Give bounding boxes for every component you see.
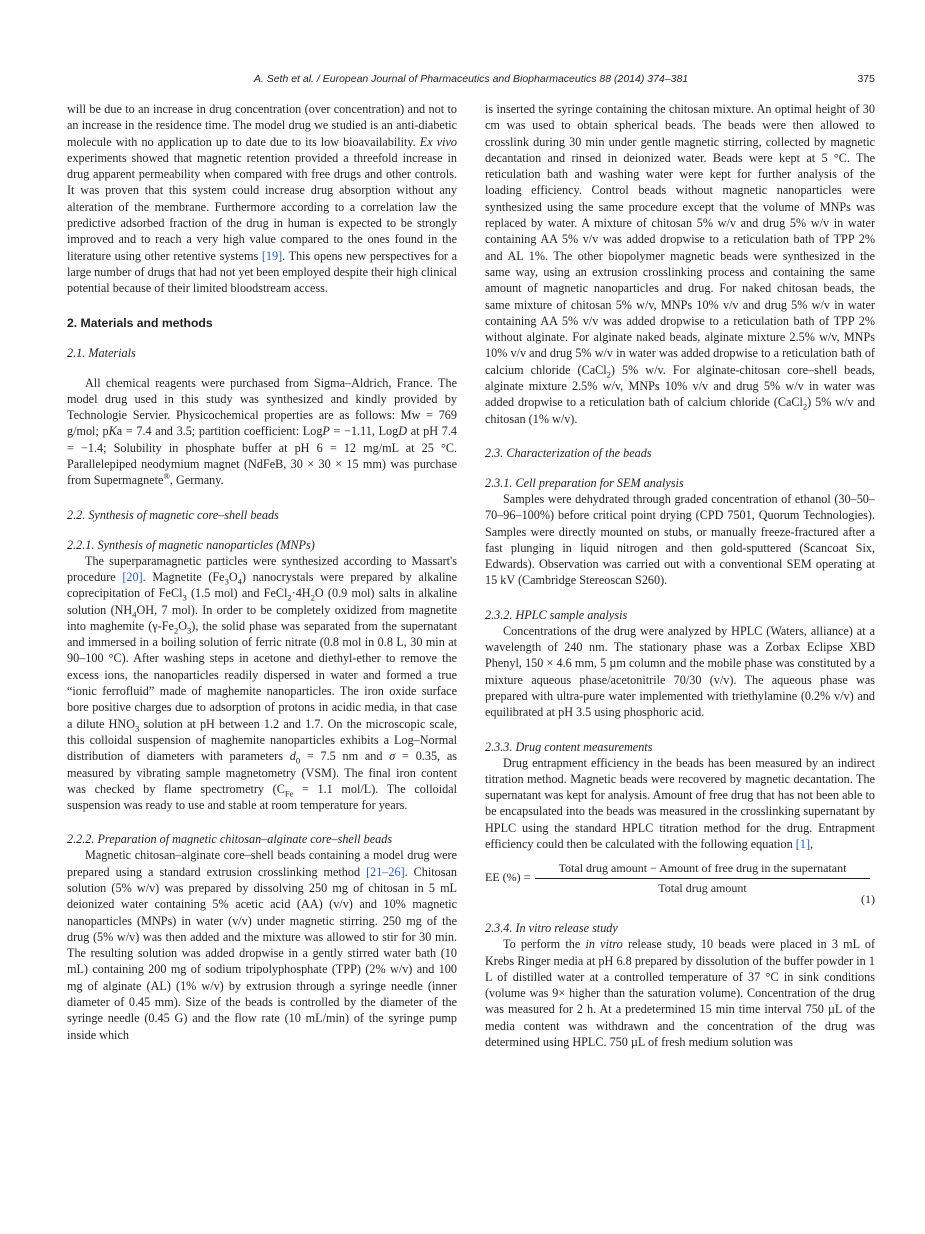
mnp-paragraph: The superparamagnetic particles were synthesized according to Massart's procedure [20]. Magnetite $(Fe_3O_4)$ nanocrystals were prepared by alkaline coprecipitation of FeCl$_3$ (1.5 mol) and $FeCl_2\cdot 4H_2O$ (0.9 mol) salts in alkaline solution ($NH_4OH$, 7 mol). In order to be completely oxidized from magnetite into maghemite $(\gamma-Fe_2O_3)$, the solid phase was separated from the supernatant and immersed in a boiling solution of ferric nitrate (0.8 mol in 0.8 L, 30 min at 90–100 °C). After washing steps in acetone and diethyl-ether to remove the excess ions, the nanoparticles readily dispersed in water and formed a true “ionic ferrofluid” made of maghemite nanoparticles. The iron oxide surface bore positive charges due to adsorption of protons in acidic media, in that case a dilute $HNO_3$ solution at pH between 1.2 and 1.7. On the microscopic scale, this colloidal suspension of maghemite nanoparticles exhibits a Log–Normal distribution of diameters with parameters $d_0 = 7.5$ nm and σ = 0.35, as measured by vibrating sample magnetometry (VSM). The final iron content was checked by flame spectrometry ($C_{Fe} = 1.1$ mol/L). The colloidal suspension was ready to use and stable at room temperature for years. [67, 553, 458, 813]
intro-paragraph: will be due to an increase in drug concentration (over concentration) and not to an increase in the residence time. The model drug we studied is an anti-diabetic molecule with no application up to date due to its low bioavailability. Ex vivo experiments showed that magnetic retention provided a threefold increase in drug apparent permeability when compared with free drugs and other controls. It was proven that this system could increase drug absorption without any alteration of the membrane. Furthermore according to a correlation law the predictive adsorbed fraction of the drug in human is expected to be strongly improved and to reach a very high value compared to the ones found in the literature using other retentive systems [19]. This opens new perspectives for a large number of drugs that had not yet been employed despite their high clinical potential because of their limited bloodstream access. [67, 102, 458, 296]
subsubsection-heading-release: 2.3.4. In vitro release study [485, 921, 618, 936]
section-heading-materials-methods: 2. Materials and methods [67, 315, 213, 330]
citation-link[interactable]: [20] [122, 569, 143, 584]
materials-paragraph: All chemical reagents were purchased from Sigma–Aldrich, France. The model drug used in this study was synthesized and kindly provided by Technologie Servier. Physicochemical properties are as follows: Mw = 769 g/mol; pKa = 7.4 and 3.5; partition coefficient: LogP = −1.11, LogD at pH 7.4 = −1.4; Solubility in phosphate buffer at pH 6 = 12 mg/mL at 25 °C. Parallelepiped neodymium magnet (NdFeB, 30 × 30 × 15 mm) was purchase from Supermagnete®, Germany. [67, 375, 457, 488]
preparation-paragraph: Magnetic chitosan–alginate core–shell beads containing a model drug were prepared using a standard extrusion crosslinking method [21–26]. Chitosan solution (5% w/v) was prepared by dissolving 250 mg of chitosan in 5 mL deionized water containing 5% acetic acid (AA) (v/v) and 10% magnetic nanoparticles (MNPs) in water (v/v) under magnetic stirring. 250 mg of the drug (5% w/v) was then added and the mixture was allowed to stir for 30 min. The resulting solution was added dropwise in a gently stirred water bath (10 mL) containing 200 mg of sodium tripolyphosphate (TPP) (2% w/v) and 100 mg of alginate (AL) (1% w/v) by extrusion through a syringe needle (inner diameter of 0.45 mm). Size of the beads is controlled by the diameter of the syringe needle (0.45 G) and the flow rate (10 mL/min) of the syringe pump inside which [67, 848, 458, 1042]
running-header [67, 73, 875, 89]
equation-lhs: EE (%) = [485, 870, 531, 885]
equation-numerator: Total drug amount − Amount of free drug in the supernatant [535, 860, 870, 878]
page-number: 375 [857, 73, 875, 85]
subsubsection-heading-drug-content: 2.3.3. Drug content measurements [485, 739, 653, 754]
hplc-paragraph: Concentrations of the drug were analyzed by HPLC (Waters, alliance) at a wavelength of 240 nm. The stationary phase was a Zorbax Eclipse XBD Phenyl, 150 × 4.6 mm, 5 µm column and the mobile phase was constituted by a mixture aqueous phase/acetonitrile 70/30 (v/v). The aqueous phase was prepared with ultra-pure water implemented with triethylamine (0.2% v/v) and equilibrated at pH 3.5 using phosphoric acid. [485, 623, 875, 720]
left-column [67, 101, 457, 1043]
sem-paragraph: Samples were dehydrated through graded concentration of ethanol (30–50–70–96–100%) before critical point drying (CPD 7501, Quorum Technologies). Samples were directly mounted on stubs, or manually freeze-fractured after a fast plunging in liquid nitrogen and then gold-sputtered (Scancoat Six, Edwards). Observation was carried out with a conventional SEM operating at 15 kV (Cambridge Stereoscan S260). [485, 491, 875, 588]
release-paragraph: To perform the in vitro release study, 10 beads were placed in 3 mL of Krebs Ringer media at pH 6.8 prepared by dissolution of the buffer powder in 1 L of distilled water at a controlled temperature of 37 °C in sink conditions (volume was 9× higher than the saturation volume). Concentration of the drug was measured for 2 h. At a predetermined 15 min time interval 750 µL of the media content was withdrawn and the concentration of the drug was determined using HPLC. 750 µL of fresh medium solution was [485, 937, 876, 1050]
subsection-heading-materials: 2.1. Materials [67, 345, 136, 360]
subsection-heading-characterization: 2.3. Characterization of the beads [485, 445, 652, 460]
citation-link[interactable]: [21–26] [366, 864, 405, 879]
citation-link[interactable]: [19] [261, 248, 283, 263]
subsection-heading-synthesis: 2.2. Synthesis of magnetic core–shell beads [67, 507, 279, 522]
subsubsection-heading-sem: 2.3.1. Cell preparation for SEM analysis [485, 475, 684, 490]
equation-denominator: Total drug amount [658, 880, 747, 895]
subsubsection-heading-mnp: 2.2.1. Synthesis of magnetic nanoparticles (MNPs) [67, 537, 315, 552]
preparation-continued-paragraph: is inserted the syringe containing the chitosan mixture. An optimal height of 30 cm was used to obtain spherical beads. The beads were then allowed to crosslink during 30 min under gentle magnetic stirring, collected by magnetic decantation and rinsed in deionized water. Beads were kept at 5 °C. The reticulation bath and washing water were kept for further analysis of the loading efficiency. Control beads without magnetic nanoparticles were synthesized using the same procedure except that the volume of MNPs was replaced by water. A mixture of chitosan 5% w/v and drug 5% w/v in water containing AA 5% v/v was added dropwise to a reticulation bath of TPP 2% and AL 1%. The other biopolymer magnetic beads were synthesized in the same way, using an extrusion crosslinking process and containing the same amount of magnetic nanoparticles and drug. For naked chitosan beads, the same mixture of chitosan 5% w/v, MNPs 10% v/v and drug 5% w/v in water containing AA 5% v/v was added dropwise to a reticulation bath of TPP 2% without alginate. For alginate naked beads, alginate mixture 2.5% w/v, MNPs 10% v/v and drug 5% w/v in water was added dropwise to a reticulation bath of calcium chloride (CaCl$_2$) 5% w/v. For alginate-chitosan core–shell beads, alginate mixture 2.5% w/v, MNPs 10% v/v and drug 5% w/v in water was added dropwise to a reticulation bath of calcium chloride (CaCl$_2$) 5% w/v and chitosan (1% w/v). [485, 102, 875, 426]
equation-fraction [535, 860, 870, 896]
right-column [485, 101, 875, 1050]
drug-content-paragraph: Drug entrapment efficiency in the beads has been measured by an indirect titration method. Magnetic beads were recovered by magnetic decantation. The supernatant was kept for analysis. Amount of free drug that has not been able to be encapsulated into the beads was measured in the crosslinking supernatant by HPLC using the standard HPLC titration method for the drug. Entrapment efficiency could then be calculated with the following equation [1], [485, 755, 875, 851]
citation-link[interactable]: [1] [795, 836, 811, 851]
journal-citation: A. Seth et al. / European Journal of Pharmaceutics and Biopharmaceutics 88 (2014) 374–381 [253, 73, 689, 85]
subsubsection-heading-beads: 2.2.2. Preparation of magnetic chitosan–alginate core–shell beads [67, 832, 393, 847]
equation-number: (1) [861, 892, 875, 907]
equation-1 [485, 860, 875, 907]
subsubsection-heading-hplc: 2.3.2. HPLC sample analysis [485, 607, 628, 622]
